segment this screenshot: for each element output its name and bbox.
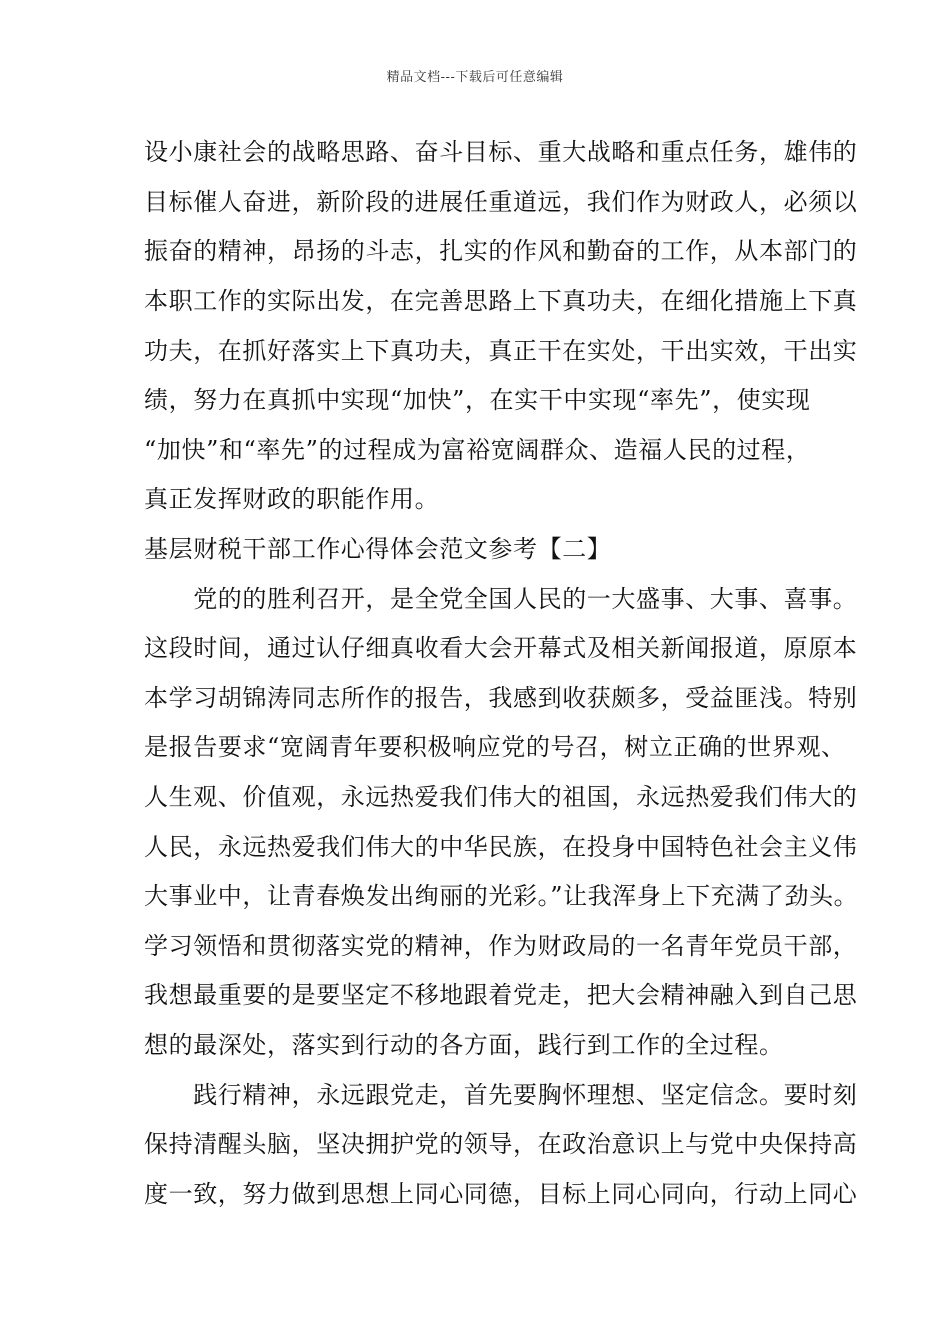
text-line: 度一致，努力做到思想上同心同德，目标上同心同向，行动上同心 [144, 1180, 858, 1208]
text-line: 真正发挥财政的职能作用。 [144, 485, 440, 513]
text-line: 学习领悟和贯彻落实党的精神，作为财政局的一名青年党员干部， [144, 932, 858, 960]
text-line: 是报告要求“宽阔青年要积极响应党的号召，树立正确的世界观、 [144, 733, 846, 761]
text-line: 人民，永远热爱我们伟大的中华民族，在投身中国特色社会主义伟 [144, 833, 858, 861]
text-line: 本学习胡锦涛同志所作的报告，我感到收获颇多，受益匪浅。特别 [144, 684, 858, 712]
text-line: 人生观、价值观，永远热爱我们伟大的祖国，永远热爱我们伟大的 [144, 783, 858, 811]
text-line: 功夫，在抓好落实上下真功夫，真正干在实处，干出实效，干出实 [144, 337, 858, 365]
text-line: 振奋的精神，昂扬的斗志，扎实的作风和勤奋的工作，从本部门的 [144, 237, 858, 265]
text-line: 绩，努力在真抓中实现“加快”，在实干中实现“率先”，使实现 [144, 386, 811, 414]
text-line: 我想最重要的是要坚定不移地跟着党走，把大会精神融入到自己思 [144, 981, 858, 1009]
page-header: 精品文档---下载后可任意编辑 [386, 70, 564, 85]
text-line: 本职工作的实际出发，在完善思路上下真功夫，在细化措施上下真 [144, 287, 858, 315]
text-line: 保持清醒头脑，坚决拥护党的领导，在政治意识上与党中央保持高 [144, 1130, 858, 1158]
text-line: 设小康社会的战略思路、奋斗目标、重大战略和重点任务，雄伟的 [144, 138, 858, 166]
text-line: “加快”和“率先”的过程成为富裕宽阔群众、造福人民的过程， [144, 436, 811, 464]
text-line: 大事业中，让青春焕发出绚丽的光彩。”让我浑身上下充满了劲头。 [144, 882, 859, 910]
text-line: 目标催人奋进，新阶段的进展任重道远，我们作为财政人，必须以 [144, 188, 858, 216]
text-line: 党的的胜利召开，是全党全国人民的一大盛事、大事、喜事。 [144, 585, 858, 613]
section-heading: 基层财税干部工作心得体会范文参考【二】 [144, 535, 612, 563]
text-line: 这段时间，通过认仔细真收看大会开幕式及相关新闻报道，原原本 [144, 634, 858, 662]
text-line: 想的最深处，落实到行动的各方面，践行到工作的全过程。 [144, 1031, 784, 1059]
text-line: 践行精神，永远跟党走，首先要胸怀理想、坚定信念。要时刻 [144, 1081, 858, 1109]
